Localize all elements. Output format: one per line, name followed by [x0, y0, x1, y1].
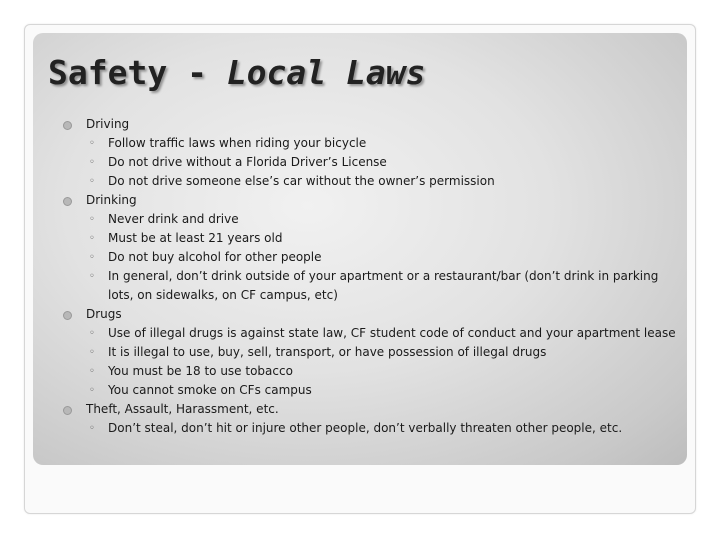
- section-theft-assault: [63, 400, 685, 419]
- section-items: [63, 210, 685, 305]
- bullet-circle-icon: ◦: [89, 271, 95, 282]
- bullet-circle-icon: ◦: [89, 176, 95, 187]
- list-item: [63, 229, 685, 248]
- slide: [33, 33, 687, 465]
- list-item-text: Use of illegal drugs is against state law, CF student code of conduct and your apartment lease: [108, 326, 676, 340]
- bullet-circle-icon: ◦: [89, 252, 95, 263]
- list-item: [63, 419, 685, 438]
- list-item-text: Follow traffic laws when riding your bicycle: [108, 136, 367, 150]
- list-item-text: In general, don’t drink outside of your apartment or a restaurant/bar (don’t drink in parking lots, on sidewalks, on CF campus, etc): [108, 269, 659, 302]
- section-heading: Driving: [86, 117, 130, 131]
- bullet-dot-icon: [63, 311, 72, 320]
- list-item: [63, 153, 685, 172]
- bullet-circle-icon: ◦: [89, 347, 95, 358]
- bullet-dot-icon: [63, 197, 72, 206]
- list-item-text: You must be 18 to use tobacco: [108, 364, 293, 378]
- list-item: [63, 267, 685, 305]
- list-item-text: Must be at least 21 years old: [108, 231, 283, 245]
- bullet-circle-icon: ◦: [89, 233, 95, 244]
- slide-content: [63, 115, 685, 438]
- list-item-text: It is illegal to use, buy, sell, transport, or have possession of illegal drugs: [108, 345, 547, 359]
- bullet-circle-icon: ◦: [89, 385, 95, 396]
- section-drugs: [63, 305, 685, 324]
- title-italic: Local Laws: [226, 53, 426, 92]
- section-driving: [63, 115, 685, 134]
- bullet-circle-icon: ◦: [89, 423, 95, 434]
- bullet-circle-icon: ◦: [89, 366, 95, 377]
- list-item: [63, 172, 685, 191]
- bullet-circle-icon: ◦: [89, 138, 95, 149]
- section-items: [63, 324, 685, 400]
- list-item: [63, 362, 685, 381]
- bullet-circle-icon: ◦: [89, 157, 95, 168]
- section-heading: Drinking: [86, 193, 137, 207]
- list-item: [63, 134, 685, 153]
- section-heading: Drugs: [86, 307, 122, 321]
- bullet-dot-icon: [63, 406, 72, 415]
- bullet-dot-icon: [63, 121, 72, 130]
- section-items: [63, 419, 685, 438]
- section-drinking: [63, 191, 685, 210]
- list-item-text: Do not drive someone else’s car without the owner’s permission: [108, 174, 495, 188]
- slide-title: [48, 53, 426, 92]
- list-item-text: Don’t steal, don’t hit or injure other people, don’t verbally threaten other people, etc.: [108, 421, 623, 435]
- section-heading: Theft, Assault, Harassment, etc.: [86, 402, 279, 416]
- list-item-text: Do not drive without a Florida Driver’s License: [108, 155, 387, 169]
- list-item: [63, 381, 685, 400]
- list-item: [63, 248, 685, 267]
- list-item-text: You cannot smoke on CFs campus: [108, 383, 312, 397]
- list-item: [63, 324, 685, 343]
- list-item: [63, 343, 685, 362]
- bullet-circle-icon: ◦: [89, 328, 95, 339]
- list-item-text: Do not buy alcohol for other people: [108, 250, 322, 264]
- section-items: [63, 134, 685, 191]
- title-main: Safety -: [48, 53, 227, 92]
- list-item-text: Never drink and drive: [108, 212, 239, 226]
- list-item: [63, 210, 685, 229]
- bullet-circle-icon: ◦: [89, 214, 95, 225]
